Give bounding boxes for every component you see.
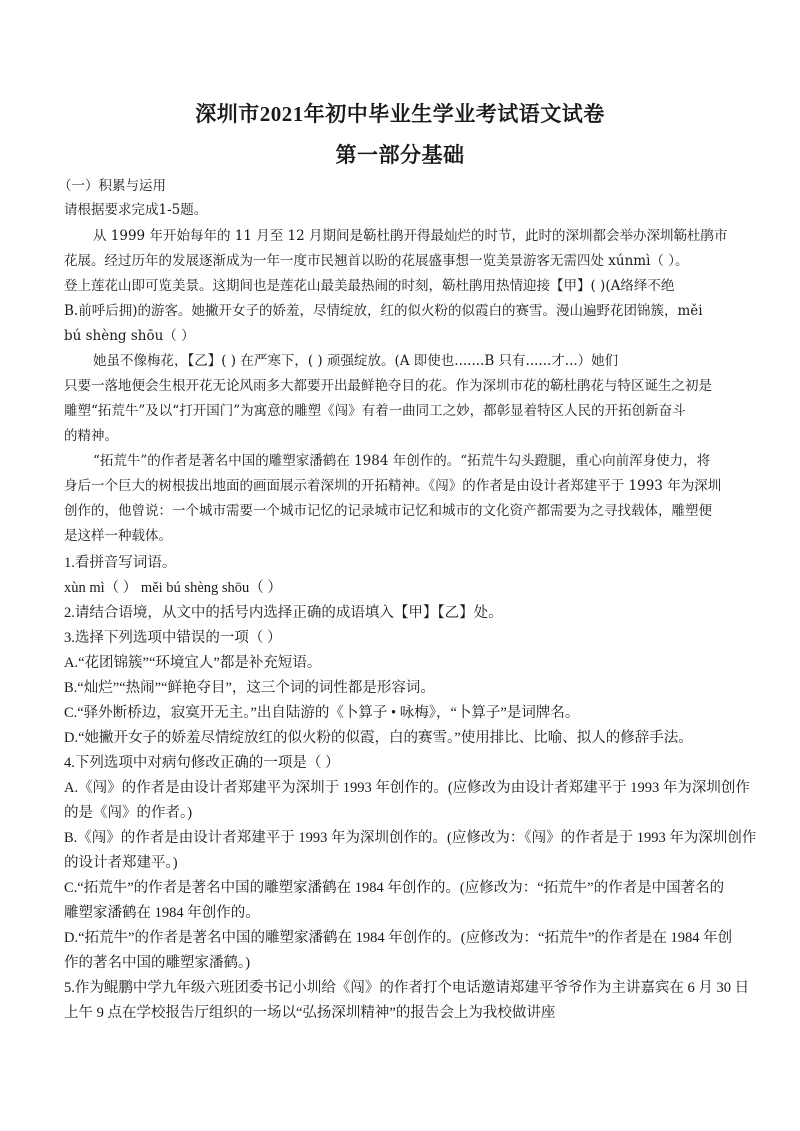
passage-line: 雕塑“拓荒牛”及以“打开国门”为寓意的雕塑《闯》有着一曲同工之妙，都彰显着特区人民的开拓创新奋斗 xyxy=(64,403,686,419)
part-title: 第一部分基础 xyxy=(335,143,465,167)
passage-line: 从 1999 年开始每年的 11 月至 12 月期间是簕杜鹃开得最灿烂的时节，此时的深圳都会举办深圳簕杜鹃市 xyxy=(93,228,728,244)
question-2: 2.请结合语境，从文中的括号内选择正确的成语填入【甲】【乙】处。 xyxy=(64,605,503,621)
passage-line: 身后一个巨大的树根拔出地面的画面展示着深圳的开拓精神。《闯》的作者是由设计者郑建平于 1993 年为深圳 xyxy=(64,478,722,494)
passage-line: 登上莲花山即可览美景。这期间也是莲花山最美最热闹的时刻，簕杜鹃用热情迎接【甲】( )(A络绎不绝 xyxy=(64,278,675,294)
section-instruction: 请根据要求完成1-5题。 xyxy=(64,202,208,218)
option-c: C.“拓荒牛”的作者是著名中国的雕塑家潘鹤在 1984 年创作的。(应修改为：“拓荒牛”的作者是中国著名的 xyxy=(64,880,725,896)
option-d: D.“她撇开女子的娇羞尽情绽放红的似火粉的似霞，白的赛雪。”使用排比、比喻、拟人的修辞手法。 xyxy=(64,730,693,746)
option-a-cont: 的是《闯》的作者。) xyxy=(64,805,193,821)
option-c: C.“驿外断桥边，寂寞开无主。”出自陆游的《卜算子 • 咏梅》，“卜算子”是词牌名。 xyxy=(64,705,580,721)
section-heading: （一）积累与运用 xyxy=(58,178,166,194)
passage-line: “拓荒牛”的作者是著名中国的雕塑家潘鹤在 1984 年创作的。“拓荒牛勾头蹬腿，重心向前浑身使力，将 xyxy=(93,453,711,469)
passage-line: 是这样一种载体。 xyxy=(64,528,172,544)
question-5: 5.作为鲲鹏中学九年级六班团委书记小圳给《闯》的作者打个电话邀请郑建平爷爷作为主讲嘉宾在 6 月 30 日 xyxy=(64,980,750,996)
passage-line: bú shèng shōu（ ） xyxy=(64,328,195,344)
question-1-prompt: xùn mì（ ） měi bú shèng shōu（ ） xyxy=(64,580,282,596)
passage-line: 她虽不像梅花，【乙】( ) 在严寒下，( ) 顽强绽放。(A 即使也.......B 只有......才...）她们 xyxy=(93,353,619,369)
question-5-cont: 上午 9 点在学校报告厅组织的一场以“弘扬深圳精神”的报告会上为我校做讲座 xyxy=(64,1005,556,1021)
passage-line: 花展。经过历年的发展逐渐成为一年一度市民翘首以盼的花展盛事想一览美景游客无需四处 xúnmì（ ）。 xyxy=(64,253,689,269)
passage-line: 的精神。 xyxy=(64,428,118,444)
option-d: D.“拓荒牛”的作者是著名中国的雕塑家潘鹤在 1984 年创作的。(应修改为：“拓荒牛”的作者是在 1984 年创 xyxy=(64,930,733,946)
passage-line: B.前呼后拥)的游客。她撇开女子的娇羞，尽情绽放，红的似火粉的似霞白的赛雪。漫山遍野花团锦簇，měi xyxy=(64,303,703,319)
option-b: B.《闯》的作者是由设计者郑建平于 1993 年为深圳创作的。(应修改为：《闯》的作者是于 1993 年为深圳创作 xyxy=(64,830,757,846)
option-b: B.“灿烂”“热闹”“鲜艳夺目”，这三个词的词性都是形容词。 xyxy=(64,680,435,696)
option-b-cont: 的设计者郑建平。) xyxy=(64,855,178,871)
question-1: 1.看拼音写词语。 xyxy=(64,555,177,571)
option-c-cont: 雕塑家潘鹤在 1984 年创作的。 xyxy=(64,905,260,921)
option-a: A.“花团锦簇”“环境宜人”都是补充短语。 xyxy=(64,655,322,671)
passage-line: 只要一落地便会生根开花无论风雨多大都要开出最鲜艳夺目的花。作为深圳市花的簕杜鹃花与特区诞生之初是 xyxy=(64,378,712,394)
question-3: 3.选择下列选项中错误的一项（ ） xyxy=(64,630,282,646)
question-4: 4.下列选项中对病句修改正确的一项是（ ） xyxy=(64,755,340,771)
option-d-cont: 作的著名中国的雕塑家潘鹤。) xyxy=(64,955,251,971)
option-a: A.《闯》的作者是由设计者郑建平为深圳于 1993 年创作的。(应修改为由设计者郑建平于 1993 年为深圳创作 xyxy=(64,780,750,796)
exam-title: 深圳市2021年初中毕业生学业考试语文试卷 xyxy=(195,102,605,126)
passage-line: 创作的，他曾说：一个城市需要一个城市记忆的记录城市记忆和城市的文化资产都需要为之寻找载体，雕塑便 xyxy=(64,503,712,519)
